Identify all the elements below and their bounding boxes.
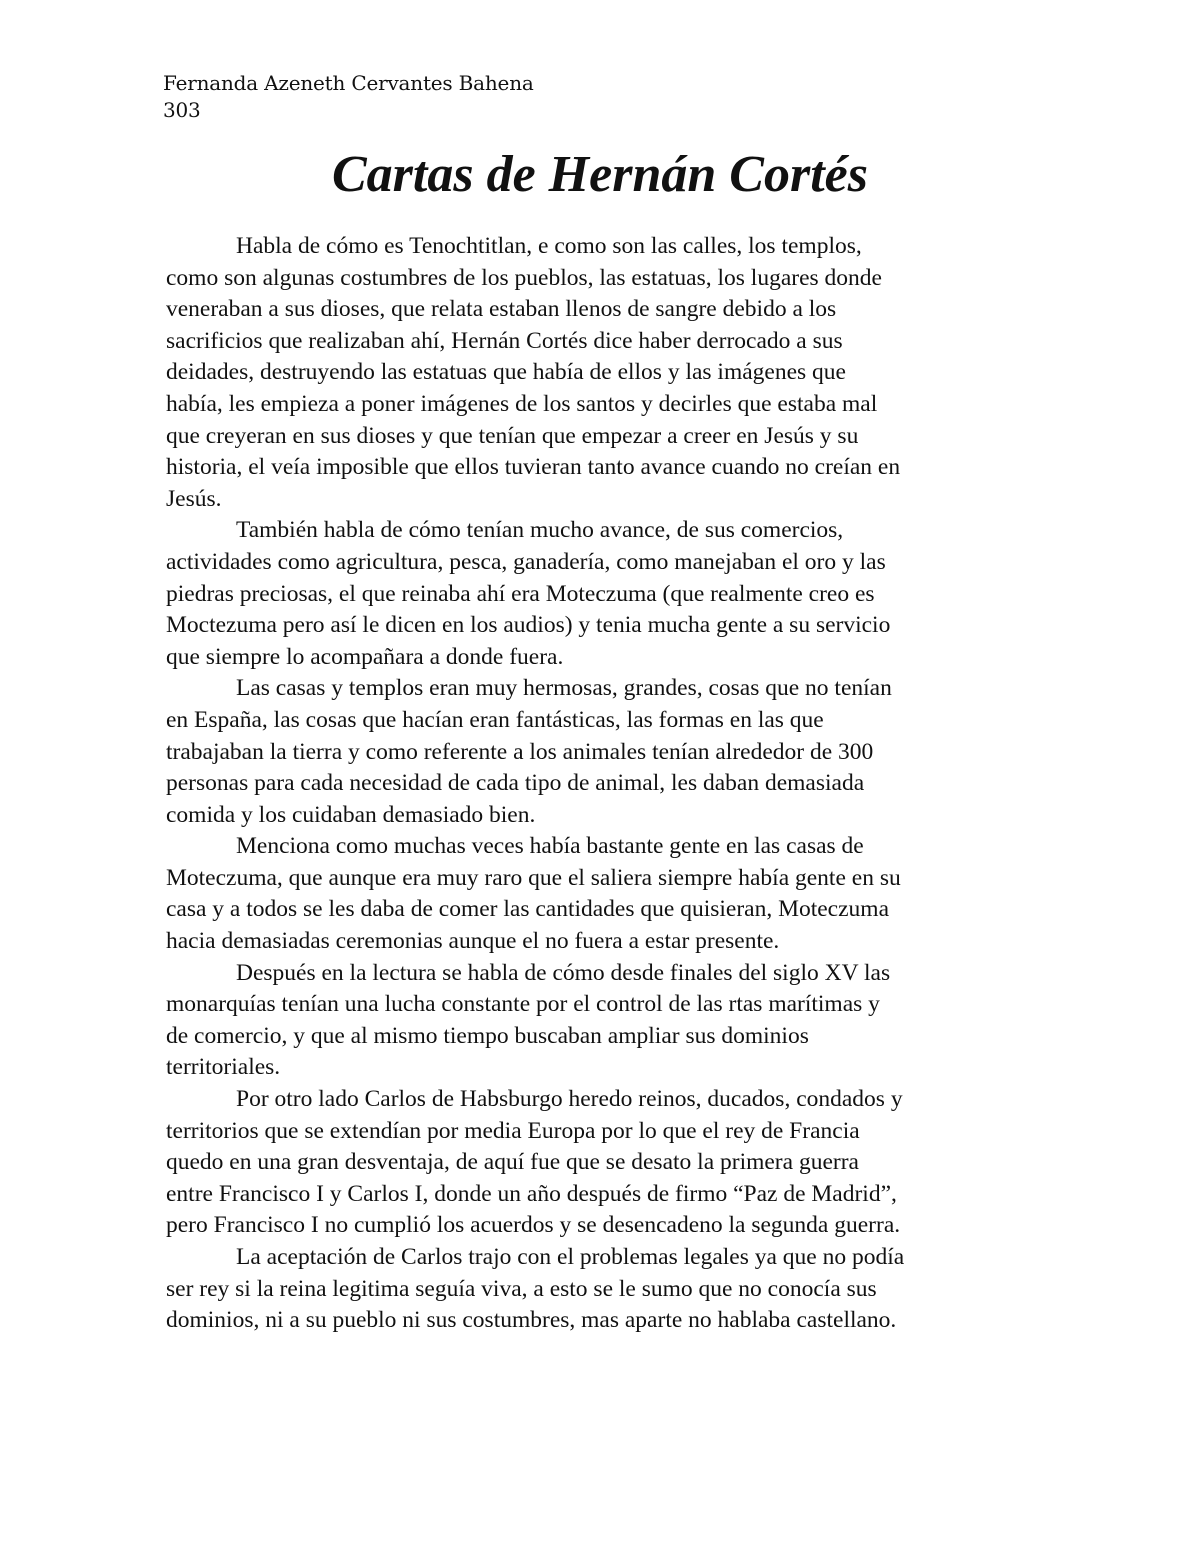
paragraph-line: hacia demasiadas ceremonias aunque el no fuera a estar presente. <box>166 928 780 955</box>
paragraph <box>166 673 1036 831</box>
paragraph-line: actividades como agricultura, pesca, ganadería, como manejaban el oro y las <box>166 548 886 575</box>
paragraph-line: Habla de cómo es Tenochtitlan, e como son las calles, los templos, <box>236 233 862 259</box>
paragraph-line: Por otro lado Carlos de Habsburgo heredo reinos, ducados, condados y <box>236 1086 903 1113</box>
paragraph <box>166 515 1036 673</box>
paragraph-line: quedo en una gran desventaja, de aquí fue que se desato la primera guerra <box>166 1149 859 1176</box>
paragraph-line: También habla de cómo tenían mucho avance, de sus comercios, <box>236 517 844 544</box>
author-name: Fernanda Azeneth Cervantes Bahena <box>163 71 534 95</box>
paragraph-line: que siempre lo acompañara a donde fuera. <box>166 643 564 670</box>
paragraph-line: ser rey si la reina legitima seguía viva, a esto se le sumo que no conocía sus <box>166 1275 877 1302</box>
paragraph-line: territoriales. <box>166 1054 281 1081</box>
paragraph-line: Menciona como muchas veces había bastante gente en las casas de <box>236 833 864 860</box>
paragraph <box>166 231 1036 515</box>
paragraph-line: piedras preciosas, el que reinaba ahí era Moteczuma (que realmente creo es <box>166 580 875 607</box>
paragraph-line: había, les empieza a poner imágenes de los santos y decirles que estaba mal <box>166 390 878 417</box>
paragraph-line: Jesús. <box>166 485 222 512</box>
paragraph-line: comida y los cuidaban demasiado bien. <box>166 801 536 828</box>
paragraph-line: Las casas y templos eran muy hermosas, grandes, cosas que no tenían <box>236 675 892 702</box>
paragraph-line: que creyeran en sus dioses y que tenían que empezar a creer en Jesús y su <box>166 422 859 449</box>
paragraph-line: monarquías tenían una lucha constante por el control de las rtas marítimas y <box>166 991 880 1018</box>
paragraph-line: en España, las cosas que hacían eran fantásticas, las formas en las que <box>166 706 824 733</box>
document-title: Cartas de Hernán Cortés <box>332 146 868 203</box>
paragraph <box>166 831 1036 957</box>
paragraph-line: dominios, ni a su pueblo ni sus costumbres, mas aparte no hablaba castellano. <box>166 1307 897 1334</box>
paragraph-line: personas para cada necesidad de cada tipo de animal, les daban demasiada <box>166 770 865 797</box>
paragraph-line: historia, el veía imposible que ellos tuvieran tanto avance cuando no creían en <box>166 454 901 481</box>
paragraph <box>166 1242 1036 1337</box>
paragraph-line: pero Francisco I no cumplió los acuerdos y se desencadeno la segunda guerra. <box>166 1212 901 1239</box>
paragraph-line: sacrificios que realizaban ahí, Hernán Cortés dice haber derrocado a sus <box>166 327 843 354</box>
paragraph-line: casa y a todos se les daba de comer las cantidades que quisieran, Moteczuma <box>166 896 890 923</box>
paragraph-line: Después en la lectura se habla de cómo desde finales del siglo XV las <box>236 959 891 986</box>
paragraph <box>166 958 1036 1084</box>
paragraph-line: veneraban a sus dioses, que relata estaban llenos de sangre debido a los <box>166 296 837 323</box>
document-body <box>166 231 1036 1337</box>
paragraph-line: entre Francisco I y Carlos I, donde un año después de firmo “Paz de Madrid”, <box>166 1180 897 1207</box>
paragraph-line: La aceptación de Carlos trajo con el problemas legales ya que no podía <box>236 1244 905 1270</box>
group-number: 303 <box>163 98 201 122</box>
paragraph-line: territorios que se extendían por media Europa por lo que el rey de Francia <box>166 1117 860 1144</box>
paragraph-line: trabajaban la tierra y como referente a los animales tenían alrededor de 300 <box>166 738 874 765</box>
paragraph-line: Moctezuma pero así le dicen en los audios) y tenia mucha gente a su servicio <box>166 612 891 639</box>
document-header <box>163 70 534 124</box>
paragraph-line: como son algunas costumbres de los pueblos, las estatuas, los lugares donde <box>166 264 882 291</box>
paragraph-line: de comercio, y que al mismo tiempo buscaban ampliar sus dominios <box>166 1022 809 1049</box>
paragraph <box>166 1084 1036 1242</box>
paragraph-line: deidades, destruyendo las estatuas que había de ellos y las imágenes que <box>166 359 846 386</box>
paragraph-line: Moteczuma, que aunque era muy raro que el saliera siempre había gente en su <box>166 864 901 891</box>
